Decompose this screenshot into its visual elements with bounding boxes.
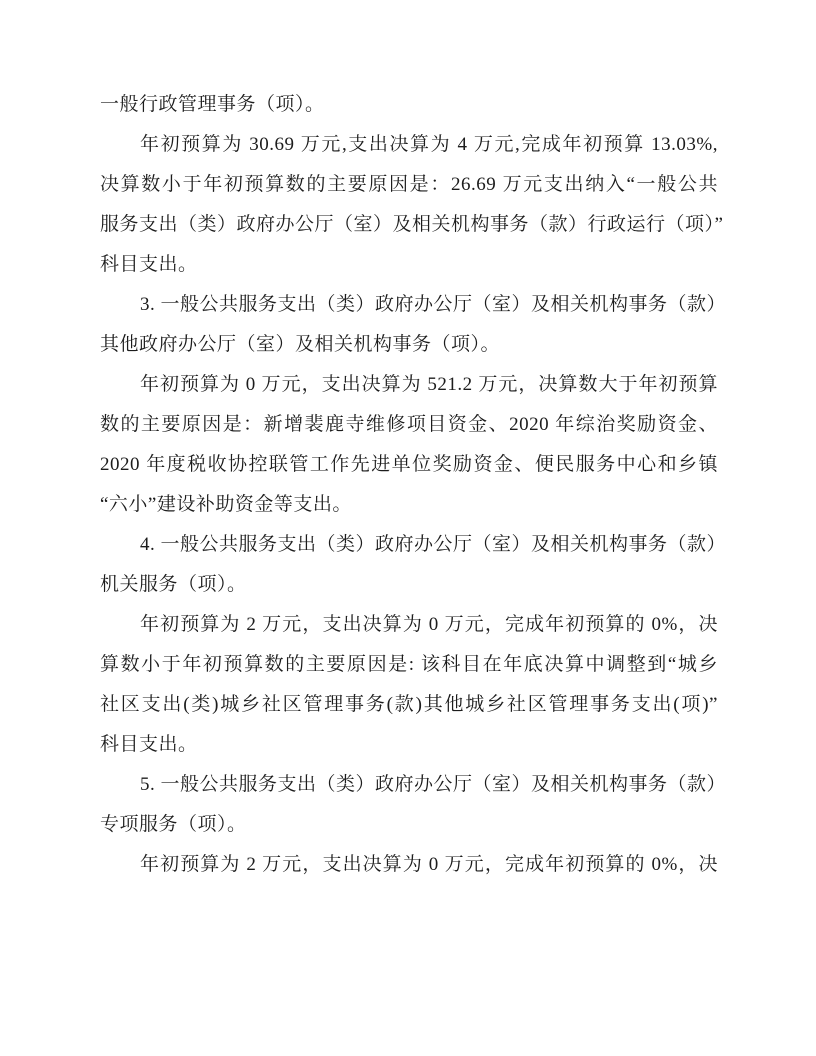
text-line: 年初预算为 2 万元，支出决算为 0 万元，完成年初预算的 0%，决	[140, 614, 718, 635]
text-line: 2020 年度税收协控联管工作先进单位奖励资金、便民服务中心和乡镇	[100, 454, 718, 475]
document-body	[100, 85, 727, 885]
text-line: 科目支出。	[100, 734, 198, 755]
text-line: 年初预算为 2 万元，支出决算为 0 万元，完成年初预算的 0%，决	[140, 854, 718, 875]
text-line: 服务支出（类）政府办公厅（室）及相关机构事务（款）行政运行（项）”	[100, 214, 724, 235]
text-line: “六小”建设补助资金等支出。	[100, 494, 352, 515]
text-line: 数的主要原因是：新增裴鹿寺维修项目资金、2020 年综治奖励资金、	[100, 414, 718, 435]
text-line: 4. 一般公共服务支出（类）政府办公厅（室）及相关机构事务（款）	[140, 534, 727, 555]
text-line: 年初预算为 0 万元，支出决算为 521.2 万元，决算数大于年初预算	[140, 374, 718, 395]
text-line: 专项服务（项）。	[100, 814, 247, 835]
text-line: 机关服务（项）。	[100, 574, 247, 595]
text-line: 决算数小于年初预算数的主要原因是：26.69 万元支出纳入“一般公共	[100, 174, 718, 195]
text-line: 年初预算为 30.69 万元,支出决算为 4 万元,完成年初预算 13.03%,	[140, 134, 718, 155]
text-line: 科目支出。	[100, 254, 198, 275]
text-line: 其他政府办公厅（室）及相关机构事务（项）。	[100, 334, 501, 355]
text-line: 一般行政管理事务（项）。	[100, 94, 325, 115]
text-line: 5. 一般公共服务支出（类）政府办公厅（室）及相关机构事务（款）	[140, 774, 727, 795]
text-line: 社区支出(类)城乡社区管理事务(款)其他城乡社区管理事务支出(项)”	[100, 694, 718, 715]
text-line: 算数小于年初预算数的主要原因是: 该科目在年底决算中调整到“城乡	[100, 654, 718, 675]
text-line: 3. 一般公共服务支出（类）政府办公厅（室）及相关机构事务（款）	[140, 294, 727, 315]
